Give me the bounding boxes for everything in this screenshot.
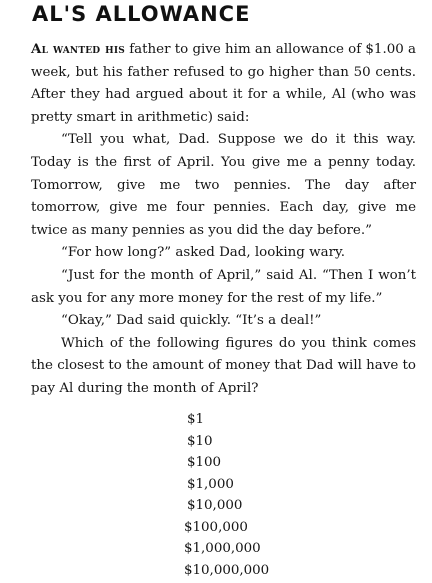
story-paragraph-5: “Okay,” Dad said quickly. “It’s a deal!” — [61, 313, 322, 329]
story-paragraph-3: “For how long?” asked Dad, looking wary. — [61, 245, 346, 261]
answer-option: $1,000 — [187, 476, 234, 492]
answer-option: $1 — [187, 412, 205, 427]
paragraph-1-text: father to give him an allowance of $1.00 a week, but his father refused to go higher than 50 cents. After they had argued about it for a while, Al (who was pretty smart in arithmetic) said: — [31, 42, 416, 125]
answer-option: $1,000,000 — [184, 541, 261, 556]
answer-option: $100,000 — [184, 519, 248, 535]
lead-in-text: Al wanted his — [31, 41, 125, 57]
answer-option: $10,000,000 — [184, 562, 270, 578]
answer-option: $10 — [187, 433, 213, 449]
story-paragraph-6: Which of the following figures do you think comes the closest to the amount of money that Dad will have to pay Al during the month of April? — [31, 335, 416, 396]
page-title: AL'S ALLOWANCE — [32, 2, 251, 26]
story-paragraph-1 — [31, 38, 416, 129]
story-text — [31, 38, 416, 401]
answer-option: $100 — [187, 455, 222, 470]
answer-option: $10,000 — [187, 498, 243, 513]
story-paragraph-2: “Tell you what, Dad. Suppose we do it this way. Today is the first of April. You give me a penny today. Tomorrow, give me two pennies. The day after tomorrow, give me four pennies. Each day, give me twice as many pennies as you did the day before.” — [31, 132, 416, 238]
answer-options — [0, 409, 432, 581]
story-paragraph-4: “Just for the month of April,” said Al. “Then I won’t ask you for any more money for the rest of my life.” — [31, 267, 416, 306]
